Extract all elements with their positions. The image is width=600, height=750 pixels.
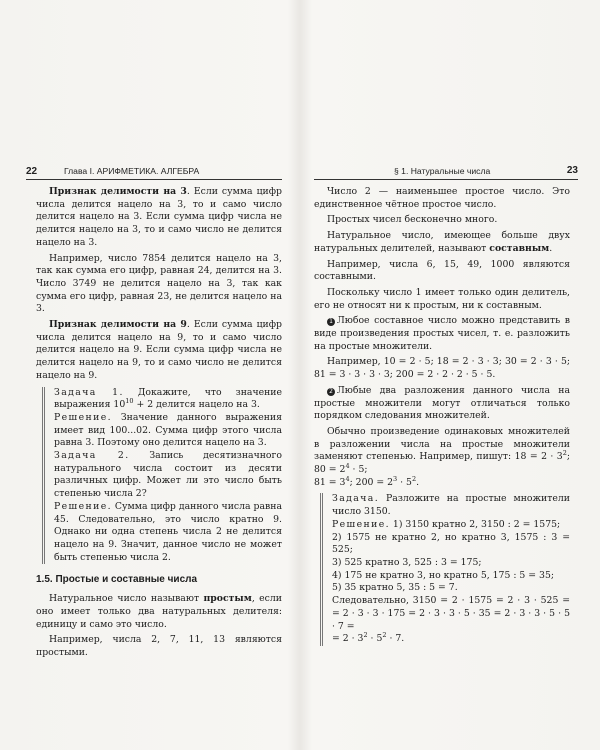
task-1-text-b: + 2 делится нацело на 3. (133, 399, 260, 411)
number-one-note: Поскольку число 1 имеет только один делитель, его не относят ни к простым, ни к составным. (314, 286, 570, 311)
rule-divisibility-9 (36, 319, 282, 383)
composite-examples: Например, числа 6, 15, 49, 1000 являются составными. (314, 258, 570, 283)
factorization-line-a: Например, 10 = 2 · 5; 18 = 2 · 3 · 3; 30 = 2 · 3 · 5; (327, 356, 570, 368)
rule-3-text: . Если сумма цифр числа делится нацело на 3, то и само число делится нацело на 3. Если сумма цифр числа не делится нацело на 3, то и само число не делится нацело на 3. (36, 186, 282, 248)
page-number-left: 22 (26, 166, 38, 177)
line81-c: · 5 (397, 476, 412, 488)
composite-term: составным (489, 242, 550, 254)
task-2-solution (54, 501, 282, 565)
conclusion: Следовательно, 3150 = 2 · 1575 = 2 · 3 · 525 = = 2 · 3 · 3 · 175 = 2 · 3 · 3 · 5 · 35 = 2 · 3 · 3 · 5 · 5 · 7 = (332, 595, 570, 632)
task-factorize (332, 493, 570, 518)
section-title: § 1. Натуральные числа (394, 166, 491, 176)
final-a: = 2 · 3 (332, 633, 364, 645)
final-pow5: 2 (382, 631, 387, 640)
theorem-1-text: Любое составное число можно представить в виде произведения простых чисел, т. е. разложить на простые множители. (314, 315, 570, 352)
factorization-line-b: 81 = 3 · 3 · 3 · 3; 200 = 2 · 2 · 2 · 5 · 5. (314, 369, 496, 381)
pow-200-5: 2 (411, 474, 417, 483)
pow-18: 2 (562, 449, 567, 458)
task-1-exp: 10 (125, 397, 134, 406)
solution-step (332, 519, 570, 532)
header-rule (26, 179, 282, 180)
task-label: Задача. (332, 493, 380, 505)
task-2-solution-label: Решение. (54, 500, 112, 512)
powers-paragraph (314, 426, 570, 490)
line81-b: ; 200 = 2 (349, 476, 394, 488)
step-4: 4) 175 не кратно 3, но кратно 5, 175 : 5 = 35; (332, 569, 555, 581)
page-number-right: 23 (566, 165, 578, 176)
line81-d: . (416, 476, 420, 488)
prime-def-a: Натуральное число называют (49, 593, 204, 605)
task-1-solution-label: Решение. (54, 411, 112, 423)
step-2: 2) 1575 не кратно 2, но кратно 3, 1575 : 3 = 525; (332, 531, 570, 556)
final-c: · 7. (386, 633, 405, 645)
task-1-solution (54, 412, 282, 450)
powers-text-b: ; 80 = 2 (314, 451, 570, 476)
rule-9-title: Признак делимости на 9 (49, 319, 187, 331)
left-running-header (26, 164, 282, 178)
prime-term: простым (203, 593, 252, 605)
right-page-body (314, 186, 570, 650)
line81-a: 81 = 3 (314, 476, 346, 488)
prime-definition (36, 593, 282, 631)
final-factorization (332, 633, 570, 646)
powers-text: Обычно произведение одинаковых множителей в разложении числа на простые множители заменяют степенью. Например, пишут: 18 = 2 · 3 (314, 425, 570, 463)
factorization-examples (314, 356, 570, 381)
theorem-1 (314, 315, 570, 353)
task-1 (54, 387, 282, 412)
right-running-header (314, 164, 578, 178)
chapter-title: Глава I. АРИФМЕТИКА. АЛГЕБРА (64, 166, 200, 176)
pow-200-2: 3 (393, 474, 398, 483)
solution-steps (332, 519, 570, 595)
task-2-solution-text: Сумма цифр данного числа равна 45. Следовательно, это число кратно 9. Однако ни одна степень числа 2 не делится нацело на 9. Значит, данное число не может быть степенью числа 2. (54, 500, 282, 563)
prime-examples: Например, числа 2, 7, 11, 13 являются простыми. (36, 634, 282, 658)
step-3: 3) 525 кратно 3, 525 : 3 = 175; (332, 556, 482, 568)
theorem-2-text: Любые два разложения данного числа на простые множители могут отличаться только порядком следования множителей. (314, 384, 570, 422)
powers-text-c: · 5; (349, 464, 368, 476)
step-5: 5) 35 кратно 5, 35 : 5 = 7. (332, 582, 458, 594)
task-2 (54, 450, 282, 501)
theorem-2-marker-icon: 2 (327, 388, 335, 396)
pow-80: 4 (345, 461, 350, 470)
rule-divisibility-3 (36, 186, 282, 250)
infinite-primes: Простых чисел бесконечно много. (327, 214, 498, 226)
step-1: 1) 3150 кратно 2, 3150 : 2 = 1575; (389, 518, 561, 530)
task-2-text: Запись десятизначного натурального числа состоит из десяти различных цифр. Может ли это число быть степенью числа 2? (54, 450, 283, 500)
rule-9-text: . Если сумма цифр числа делится нацело на 9, то и само число делится нацело на 9. Если сумма цифр числа не делится нацело на 9, то и само число не делится нацело на 9. (36, 319, 282, 381)
task-1-base: 10 (113, 399, 126, 411)
composite-definition (314, 230, 570, 255)
task-2-label: Задача 2. (54, 450, 130, 462)
left-page-body (36, 186, 282, 663)
right-page (302, 0, 600, 750)
header-rule-right (314, 179, 578, 180)
smallest-prime: Число 2 — наименьшее простое число. Это единственное чётное простое число. (314, 186, 570, 210)
final-b: · 5 (367, 633, 383, 645)
theorem-1-marker-icon: 1 (327, 318, 335, 326)
task-1-solution-text: Значение данного выражения имеет вид 100...02. Сумма цифр этого числа равна 3. Поэтому оно делится нацело на 3. (54, 411, 282, 449)
task-text: Разложите на простые множители число 3150. (332, 493, 570, 518)
task-1-text-a: Докажите, что значение выражения (54, 386, 282, 411)
example-3: Например, число 7854 делится нацело на 3, так как сумма его цифр, равная 24, делится на 3. Число 3749 не делится нацело на 3, так как сумма его цифр, равная 23, не делится нацело на 3. (36, 252, 282, 315)
composite-def-a: Натуральное число, имеющее больше двух натуральных делителей, называют (314, 230, 570, 254)
prime-def-b: , если оно имеет только два натуральных делителя: единицу и само это число. (36, 593, 282, 630)
task-block-right (320, 493, 570, 645)
section-heading: 1.5. Простые и составные числа (36, 574, 198, 586)
task-1-label: Задача 1. (54, 386, 124, 398)
pow-81: 4 (345, 474, 350, 483)
final-pow3: 2 (363, 631, 368, 640)
theorem-2 (314, 385, 570, 423)
task-block-left (42, 387, 282, 565)
task-solution-label: Решение. (332, 518, 390, 530)
composite-def-b: . (549, 242, 553, 254)
rule-3-title: Признак делимости на 3 (49, 186, 187, 197)
